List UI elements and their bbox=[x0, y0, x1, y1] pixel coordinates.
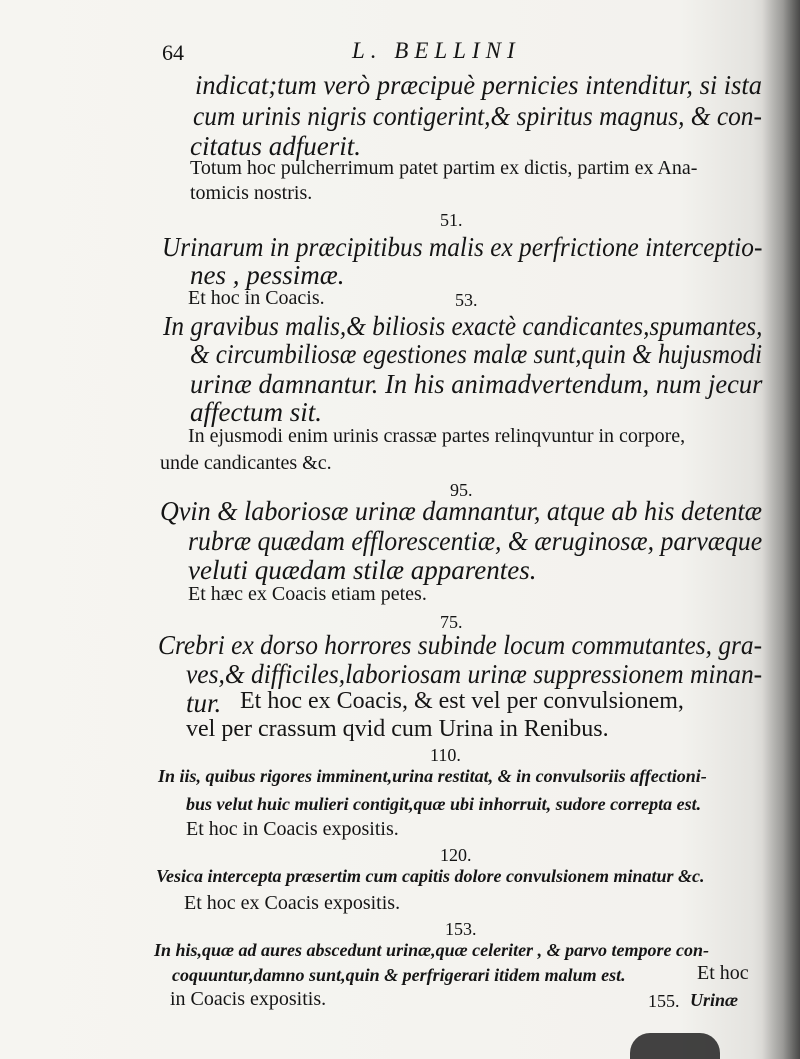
text-line: coquuntur,damno sunt,quin & perfrigerari itidem malum est. bbox=[172, 965, 626, 985]
text-line: vel per crassum qvid cum Urina in Renibus. bbox=[186, 716, 609, 742]
text-line: Vesica intercepta præsertim cum capitis dolore convulsionem minatur &c. bbox=[156, 866, 705, 886]
text-line: veluti quædam stilæ apparentes. bbox=[188, 555, 537, 585]
text-line: bus velut huic mulieri contigit,quæ ubi inhorruit, sudore correpta est. bbox=[186, 794, 702, 814]
aphorism-number: 110. bbox=[430, 745, 461, 765]
text-line: In iis, quibus rigores imminent,urina restitat, & in convulsoriis affectioni- bbox=[158, 766, 707, 786]
text-line: citatus adfuerit. bbox=[190, 131, 361, 161]
catchword-number: 155. bbox=[648, 991, 680, 1011]
aphorism-number: 75. bbox=[440, 612, 463, 632]
page-edge-shadow bbox=[762, 0, 800, 1059]
catchword: Urinæ bbox=[690, 990, 739, 1010]
text-line: urinæ damnantur. In his animadvertendum, num jecur bbox=[190, 369, 763, 399]
aphorism-number: 51. bbox=[440, 210, 463, 230]
aphorism-number: 53. bbox=[455, 290, 478, 310]
running-title: L. BELLINI bbox=[352, 38, 521, 63]
text-line: rubræ quædam efflorescentiæ, & æruginosæ, parvæque bbox=[188, 526, 763, 556]
page-number: 64 bbox=[162, 40, 184, 65]
aphorism-number: 120. bbox=[440, 845, 472, 865]
aphorism-number: 95. bbox=[450, 480, 473, 500]
text-line: Et hoc ex Coacis expositis. bbox=[184, 892, 401, 914]
text-line: affectum sit. bbox=[190, 397, 322, 427]
text-line: unde candicantes &c. bbox=[160, 452, 332, 474]
text-line: & circumbiliosæ egestiones malæ sunt,quin & hujusmodi bbox=[190, 339, 763, 369]
text-line: In ejusmodi enim urinis crassæ partes relinqvuntur in corpore, bbox=[188, 425, 686, 447]
text-line: In gravibus malis,& biliosis exactè candicantes,spumantes, bbox=[163, 311, 763, 341]
text-line: In his,quæ ad aures abscedunt urinæ,quæ celeriter , & parvo tempore con- bbox=[154, 940, 710, 960]
aphorism-number: 153. bbox=[445, 919, 477, 939]
text-line: Et hoc bbox=[697, 962, 749, 984]
text-line: Et hoc in Coacis expositis. bbox=[186, 818, 399, 840]
text-line: Qvin & laboriosæ urinæ damnantur, atque ab his detentæ bbox=[160, 496, 763, 526]
text-line: Et hoc in Coacis. bbox=[188, 287, 325, 309]
binding-shadow bbox=[630, 1033, 720, 1059]
text-line: indicat;tum verò præcipuè pernicies intenditur, si ista bbox=[195, 70, 762, 100]
text-line: Et hæc ex Coacis etiam petes. bbox=[188, 583, 427, 605]
text-line: cum urinis nigris contigerint,& spiritus magnus, & con- bbox=[193, 101, 762, 131]
text-line: tur. bbox=[186, 688, 222, 718]
text-line: Totum hoc pulcherrimum patet partim ex dictis, partim ex Ana- bbox=[190, 157, 698, 179]
text-line: Et hoc ex Coacis, & est vel per convulsionem, bbox=[240, 688, 684, 714]
text-line: tomicis nostris. bbox=[190, 182, 313, 204]
text-line: in Coacis expositis. bbox=[170, 988, 327, 1010]
text-line: nes , pessimæ. bbox=[190, 260, 345, 290]
text-line: ves,& difficiles,laboriosam urinæ suppressionem minan- bbox=[186, 659, 763, 689]
text-line: Crebri ex dorso horrores subinde locum commutantes, gra- bbox=[158, 630, 763, 660]
text-line: Urinarum in præcipitibus malis ex perfrictione interceptio- bbox=[162, 232, 763, 262]
